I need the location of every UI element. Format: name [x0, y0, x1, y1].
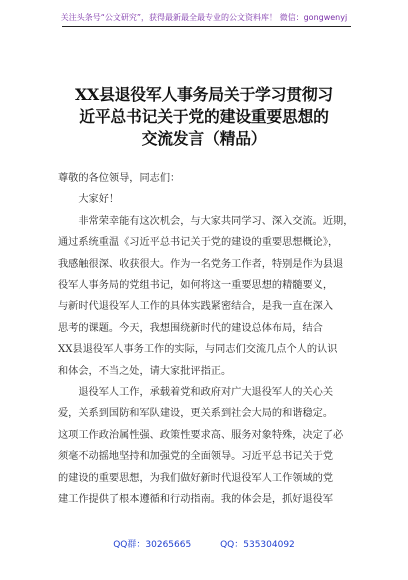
body-line: 须毫不动摇地坚持和加强党的全面领导。习近平总书记关于党: [58, 451, 334, 463]
title-line-3: 交流发言（精品）: [141, 129, 267, 148]
header-divider: [62, 26, 351, 27]
body-line: 通过系统重温《习近平总书记关于党的建设的重要思想概论》，: [58, 237, 339, 249]
footer-contact: [0, 537, 408, 550]
body-line: 役军人事务局的党组书记，如何将这一重要思想的精髓要义，: [58, 280, 334, 292]
body-line: 非常荣幸能有这次机会，与大家共同学习、深入交流。近期，: [58, 215, 354, 227]
body-line: XX县退役军人事务工作的实际，与同志们交流几点个人的认识: [58, 344, 338, 356]
body-line: 爱，关系到国防和军队建设，更关系到社会大局的和谐稳定。: [58, 408, 334, 420]
body-line: 建工作提供了根本遵循和行动指南。我的体会是，抓好退役军: [58, 494, 334, 506]
document-title: [40, 84, 368, 150]
body-line: 和体会，不当之处，请大家批评指正。: [58, 365, 232, 377]
body-line: 大家好！: [58, 194, 120, 206]
body-line: 这项工作政治属性强、政策性要求高、服务对象特殊，决定了必: [58, 429, 344, 441]
qq-group-text: QQ群：30265665: [113, 540, 192, 550]
title-line-2: 近平总书记关于党的建设重要思想的: [79, 107, 329, 126]
body-line: 尊敬的各位领导，同志们：: [58, 173, 181, 184]
body-line: 退役军人工作，承载着党和政府对广大退役军人的关心关: [58, 387, 334, 399]
qq-number-text: QQ：535304092: [220, 540, 295, 550]
body-line: 与新时代退役军人工作的具体实践紧密结合，是我一直在深入: [58, 301, 334, 313]
body-line: 的建设的重要思想，为我们做好新时代退役军人工作领域的党: [58, 472, 334, 484]
body-line: 我感触很深、收获很大。作为一名党务工作者，特别是作为县退: [58, 258, 344, 270]
document-body: [58, 168, 362, 511]
body-line: 思考的课题。今天，我想围绕新时代的建设总体布局，结合: [58, 322, 323, 334]
header-note: 关注头条号“公文研究”，获得最新最全最专业的公文资料库！ 微信：gongwenyj: [60, 13, 348, 22]
title-line-1: XX县退役军人事务局关于学习贯彻习: [74, 85, 334, 104]
